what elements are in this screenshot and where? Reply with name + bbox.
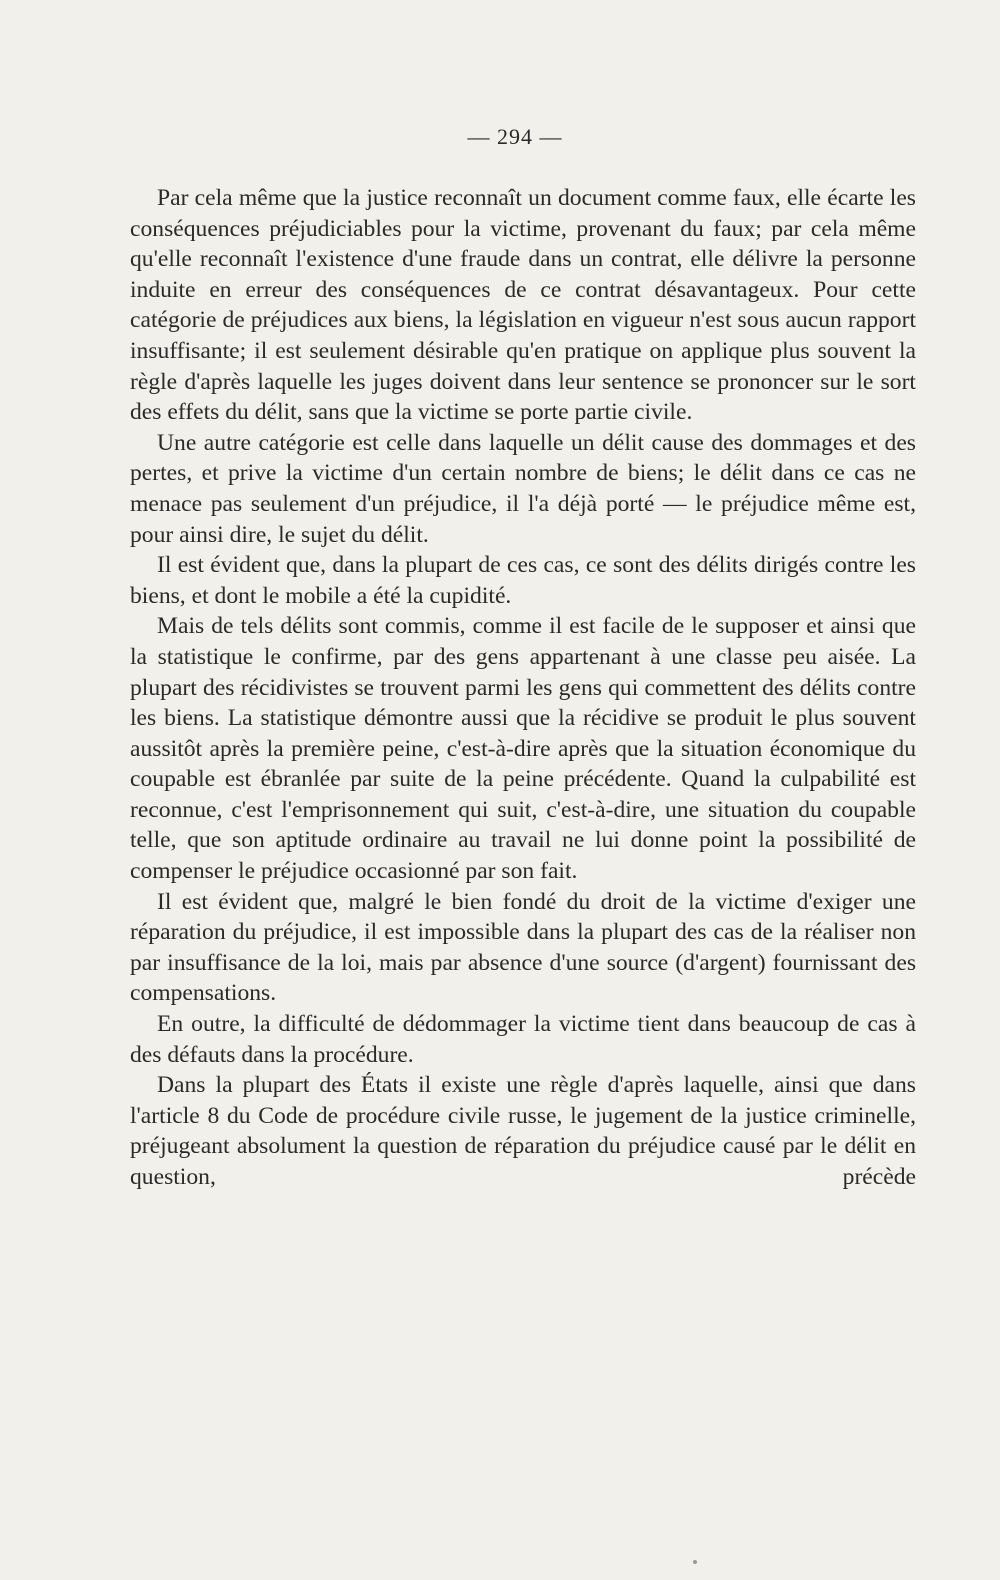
paragraph-4: Mais de tels délits sont commis, comme il est facile de le supposer et ainsi que la statistique le confirme, par des gens appartenant à une classe peu aisée. La plupart des récidivistes se trouvent parmi les gens qui commettent des délits contre les biens. La statistique démontre aussi que la récidive se produit le plus souvent aussitôt après la première peine, c'est-à-dire après que la situation économique du coupable est ébranlée par suite de la peine précédente. Quand la culpabilité est reconnue, c'est l'emprisonnement qui suit, c'est-à-dire, une situation du coupable telle, que son aptitude ordinaire au travail ne lui donne point la possibilité de compenser le préjudice occasionné par son fait. bbox=[130, 613, 916, 885]
paragraph-2: Une autre catégorie est celle dans laquelle un délit cause des dommages et des pertes, et prive la victime d'un certain nombre de biens; le délit dans ce cas ne menace pas seulement d'un préjudice, il l'a déjà porté — le préjudice même est, pour ainsi dire, le sujet du délit. bbox=[130, 429, 916, 548]
page-number: — 294 — bbox=[467, 124, 563, 149]
paragraph-3: Il est évident que, dans la plupart de ces cas, ce sont des délits dirigés contre les biens, et dont le mobile a été la cupidité. bbox=[130, 552, 916, 609]
paragraph-1: Par cela même que la justice reconnaît un document comme faux, elle écarte les conséquences préjudiciables pour la victime, provenant du faux; par cela même qu'elle reconnaît l'existence d'une fraude dans un contrat, elle délivre la personne induite en erreur des conséquences de ce contrat désavantageux. Pour cette catégorie de préjudices aux biens, la législation en vigueur n'est sous aucun rapport insuffisante; il est seulement désirable qu'en pratique on applique plus souvent la règle d'après laquelle les juges doivent dans leur sentence se prononcer sur le sort des effets du délit, sans que la victime se porte partie civile. bbox=[130, 185, 916, 426]
paragraph-5: Il est évident que, malgré le bien fondé du droit de la victime d'exiger une réparation du préjudice, il est impossible dans la plupart des cas de la réaliser non par insuffisance de la loi, mais par absence d'une source (d'argent) fournissant des compensations. bbox=[130, 888, 916, 1007]
body-text bbox=[130, 183, 916, 1193]
paragraph-6: En outre, la difficulté de dédommager la victime tient dans beaucoup de cas à des défauts dans la procédure. bbox=[130, 1011, 916, 1068]
ink-speck bbox=[693, 1560, 697, 1564]
paragraph-7: Dans la plupart des États il existe une règle d'après laquelle, ainsi que dans l'article 8 du Code de procédure civile russe, le jugement de la justice criminelle, préjugeant absolument la question de réparation du préjudice causé par le délit en question, précède bbox=[130, 1072, 916, 1190]
